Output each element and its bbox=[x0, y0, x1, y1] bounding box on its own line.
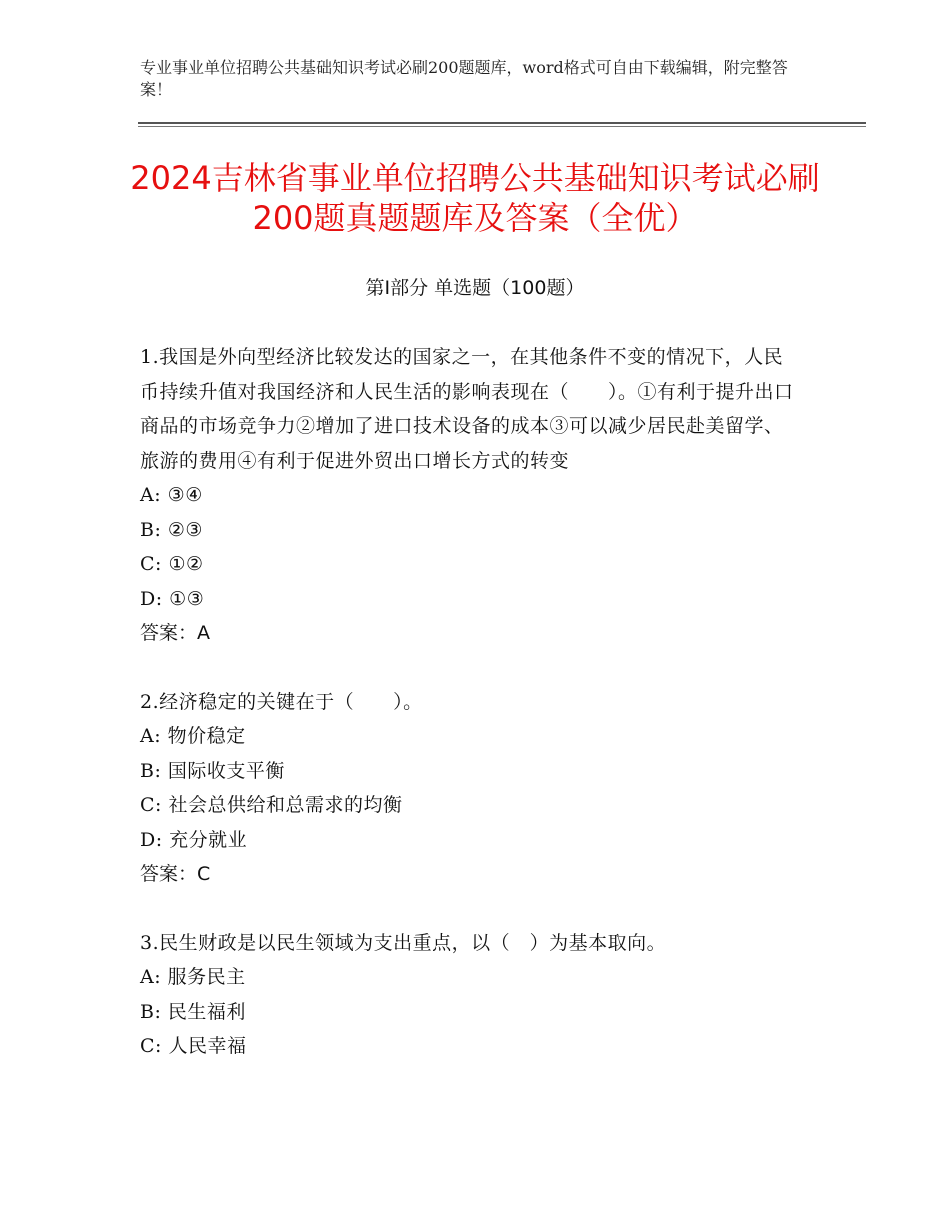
option-c: C: ①② bbox=[140, 553, 204, 575]
option-a: A: 服务民主 bbox=[140, 966, 246, 988]
option-c: C: 社会总供给和总需求的均衡 bbox=[140, 794, 403, 816]
option-b: B: 国际收支平衡 bbox=[140, 759, 285, 782]
question-3 bbox=[140, 926, 800, 1064]
question-list bbox=[140, 340, 800, 1098]
option-d: D: 充分就业 bbox=[140, 828, 248, 851]
option-c: C: 人民幸福 bbox=[140, 1035, 247, 1057]
option-a: A: 物价稳定 bbox=[140, 725, 246, 747]
option-b: B: 民生福利 bbox=[140, 1000, 246, 1023]
header-divider-thick bbox=[138, 122, 866, 124]
question-2 bbox=[140, 685, 800, 892]
question-stem: 3.民生财政是以民生领域为支出重点，以（ ）为基本取向。 bbox=[140, 931, 667, 954]
question-stem: 2.经济稳定的关键在于（ ）。 bbox=[140, 690, 423, 713]
answer: 答案：C bbox=[140, 863, 211, 885]
option-b: B: ②③ bbox=[140, 518, 203, 541]
header-divider-thin bbox=[138, 126, 866, 127]
section-title: 第Ⅰ部分 单选题（100题） bbox=[365, 277, 585, 299]
header-note: 专业事业单位招聘公共基础知识考试必刷200题题库，word格式可自由下载编辑，附完整答案！ bbox=[140, 58, 788, 99]
option-a: A: ③④ bbox=[140, 484, 203, 506]
question-stem: 1.我国是外向型经济比较发达的国家之一，在其他条件不变的情况下，人民币持续升值对我国经济和人民生活的影响表现在（ ）。①有利于提升出口商品的市场竞争力②增加了进口技术设备的成本③可以减少居民赴美留学、旅游的费用④有利于促进外贸出口增长方式的转变 bbox=[140, 346, 794, 472]
question-1 bbox=[140, 340, 800, 651]
answer: 答案：A bbox=[140, 622, 210, 644]
document-title: 2024吉林省事业单位招聘公共基础知识考试必刷200题真题题库及答案（全优） bbox=[130, 159, 820, 237]
option-d: D: ①③ bbox=[140, 587, 205, 610]
